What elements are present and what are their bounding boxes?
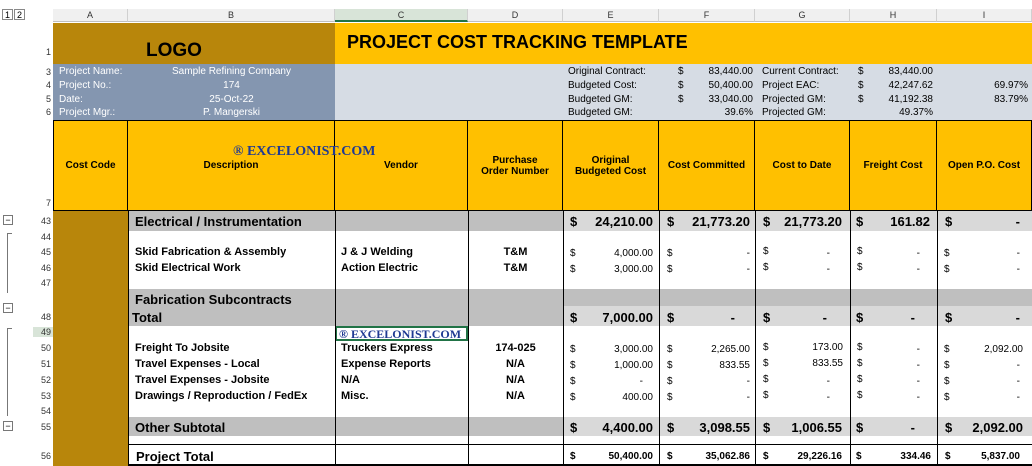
project-name-label: Project Name: [59,66,123,77]
section-label-other: Other Subtotal [135,420,226,435]
item-committed[interactable]: - [746,392,750,403]
header-cost-code: Cost Code [53,121,128,210]
value-currency: $ [856,310,864,325]
item-currency: $ [944,392,950,403]
summary-left-label: Budgeted Cost: [568,80,637,91]
row-number[interactable]: 45 [40,247,51,257]
project-mgr-value[interactable]: P. Mangerski [202,107,261,118]
column-divider [850,210,851,466]
item-open-po[interactable]: - [1016,248,1020,259]
value-currency: $ [856,420,864,435]
value-to-date[interactable]: 21,773.20 [784,214,842,229]
summary-right-label: Projected GM: [762,94,826,105]
header-budget: Original Budgeted Cost [563,121,659,210]
outline-level-2-button[interactable]: 2 [14,9,25,20]
row-number[interactable]: 54 [40,406,51,416]
item-committed[interactable]: - [746,248,750,259]
outline-bracket [7,233,12,293]
item-currency: $ [857,390,863,401]
value-currency: $ [667,420,675,435]
watermark: ® EXCELONIST.COM [233,144,376,159]
item-currency: $ [667,344,673,355]
item-to-date[interactable]: - [826,264,830,275]
header-vendor: Vendor [335,121,468,210]
value-currency: $ [763,451,769,462]
item-vendor[interactable]: Misc. [341,390,369,402]
value-open-po[interactable]: 5,837.00 [981,451,1020,462]
value-currency: $ [667,310,675,325]
summary-left-value[interactable]: 39.6% [724,107,753,118]
item-freight[interactable]: - [916,344,920,355]
value-budget[interactable]: 4,400.00 [602,420,653,435]
value-open-po[interactable]: 2,092.00 [972,420,1023,435]
item-freight[interactable]: - [916,392,920,403]
item-po[interactable]: T&M [503,262,528,274]
value-currency: $ [945,451,951,462]
item-budget[interactable]: 3,000.00 [614,344,653,355]
collapse-group-button[interactable]: − [3,215,13,225]
column-header-A[interactable]: A [53,9,128,22]
item-currency: $ [570,392,576,403]
item-currency: $ [763,246,769,257]
column-header-G[interactable]: G [755,9,850,22]
value-budget[interactable]: 24,210.00 [595,214,653,229]
row-number[interactable]: 1 [45,47,51,57]
item-open-po[interactable]: - [1016,376,1020,387]
item-description[interactable]: Travel Expenses - Jobsite [135,374,270,386]
header-freight: Freight Cost [850,121,937,210]
item-currency: $ [570,360,576,371]
summary-right-extra[interactable]: 69.97% [994,80,1028,91]
row-number[interactable]: 52 [40,375,51,385]
summary-right-value[interactable]: $ 42,247.62 [857,80,933,91]
row-number[interactable]: 49 [33,327,53,337]
date-label: Date: [59,94,83,105]
cost-code-column [53,210,128,466]
item-currency: $ [570,264,576,275]
section-label-fabrication: Fabrication Subcontracts [135,292,292,307]
item-currency: $ [667,392,673,403]
summary-right-label: Current Contract: [762,66,839,77]
item-to-date[interactable]: 173.00 [812,342,843,353]
column-divider [563,210,564,466]
project-mgr-label: Project Mgr.: [59,107,116,118]
item-description[interactable]: Skid Fabrication & Assembly [135,246,287,258]
value-freight[interactable]: - [910,420,915,435]
item-vendor[interactable]: Action Electric [341,262,419,274]
summary-left-label: Original Contract: [568,66,646,77]
header-committed: Cost Committed [659,121,755,210]
item-vendor[interactable]: J & J Welding [341,246,413,258]
value-currency: $ [856,214,864,229]
section-label-project-total: Project Total [136,449,214,464]
item-open-po[interactable]: 2,092.00 [984,344,1023,355]
item-committed[interactable]: 833.55 [719,360,750,371]
item-budget[interactable]: 1,000.00 [614,360,653,371]
value-budget[interactable]: 50,400.00 [608,451,653,462]
header-open-po: Open P.O. Cost [937,121,1032,210]
item-currency: $ [944,264,950,275]
item-description[interactable]: Drawings / Reproduction / FedEx [135,390,308,402]
value-currency: $ [667,451,673,462]
watermark: ® EXCELONIST.COM [339,327,462,341]
item-currency: $ [944,248,950,259]
item-currency: $ [667,264,673,275]
row-number[interactable]: 5 [45,94,51,104]
item-freight[interactable]: - [916,360,920,371]
item-to-date[interactable]: - [826,376,830,387]
item-currency: $ [857,342,863,353]
value-freight[interactable]: - [910,310,915,325]
item-currency: $ [763,262,769,273]
value-to-date[interactable]: 29,226.16 [797,451,842,462]
item-to-date[interactable]: - [826,248,830,259]
item-vendor[interactable]: Expense Reports [341,358,431,370]
item-currency: $ [944,360,950,371]
item-currency: $ [667,248,673,259]
column-divider [937,210,938,466]
header-to-date: Cost to Date [755,121,850,210]
summary-left-label: Budgeted GM: [568,107,633,118]
value-committed[interactable]: 21,773.20 [692,214,750,229]
item-po[interactable]: N/A [506,374,525,386]
header-description: Description [128,121,335,210]
item-description[interactable]: Travel Expenses - Local [135,358,260,370]
value-to-date[interactable]: 1,006.55 [791,420,842,435]
value-freight[interactable]: 334.46 [900,451,931,462]
value-committed[interactable]: 3,098.55 [699,420,750,435]
item-description[interactable]: Skid Electrical Work [135,262,241,274]
item-open-po[interactable]: - [1016,264,1020,275]
value-open-po[interactable]: - [1015,214,1020,229]
summary-left-value[interactable]: $ 83,440.00 [677,66,753,77]
summary-right-label: Projected GM: [762,107,826,118]
column-divider [468,210,469,466]
row-number[interactable]: 46 [40,263,51,273]
collapse-group-button[interactable]: − [3,421,13,431]
value-freight[interactable]: 161.82 [890,214,930,229]
row-number[interactable]: 43 [40,216,51,226]
item-currency: $ [570,344,576,355]
item-budget[interactable]: 3,000.00 [614,264,653,275]
item-committed[interactable]: 2,265.00 [711,344,750,355]
row-number[interactable]: 6 [45,107,51,117]
item-po[interactable]: N/A [506,390,525,402]
outline-level-1-button[interactable]: 1 [2,9,13,20]
value-committed[interactable]: 35,062.86 [705,451,750,462]
item-currency: $ [857,262,863,273]
row-number[interactable]: 3 [45,67,51,77]
item-freight[interactable]: - [916,264,920,275]
column-header-C[interactable]: C [335,9,468,22]
outline-bracket [7,328,12,416]
item-currency: $ [857,246,863,257]
column-header-B[interactable]: B [128,9,335,22]
column-divider [335,210,336,466]
row-number[interactable]: 56 [40,451,51,461]
row-number[interactable]: 44 [40,232,51,242]
summary-left-value[interactable]: $ 33,040.00 [677,94,753,105]
row-number[interactable]: 7 [45,198,51,208]
summary-right-value[interactable]: $ 41,192.38 [857,94,933,105]
item-freight[interactable]: - [916,248,920,259]
value-currency: $ [945,310,953,325]
summary-right-value[interactable]: $ 83,440.00 [857,66,933,77]
item-po[interactable]: 174-025 [495,342,536,354]
header-po-number: Purchase Order Number [468,121,563,210]
item-committed[interactable]: - [746,264,750,275]
item-budget[interactable]: 4,000.00 [614,248,653,259]
column-divider [755,210,756,466]
item-open-po[interactable]: - [1016,392,1020,403]
value-currency: $ [945,214,953,229]
item-currency: $ [667,360,673,371]
item-currency: $ [763,390,769,401]
item-vendor[interactable]: N/A [341,374,360,386]
item-to-date[interactable]: - [826,392,830,403]
section-label-electrical: Electrical / Instrumentation [135,214,302,229]
item-po[interactable]: N/A [506,358,525,370]
row-number[interactable]: 55 [40,422,51,432]
column-header-E[interactable]: E [563,9,659,22]
column-header-H[interactable]: H [850,9,937,22]
item-currency: $ [944,376,950,387]
item-currency: $ [857,358,863,369]
item-description[interactable]: Freight To Jobsite [135,342,230,354]
row-number[interactable]: 50 [40,343,51,353]
row-number[interactable]: 47 [40,278,51,288]
item-currency: $ [763,374,769,385]
value-open-po[interactable]: - [1015,310,1020,325]
section-label-total: Total [132,310,163,325]
value-currency: $ [763,214,771,229]
item-to-date[interactable]: 833.55 [812,358,843,369]
item-currency: $ [944,344,950,355]
item-po[interactable]: T&M [503,246,528,258]
value-to-date[interactable]: - [822,310,827,325]
value-committed[interactable]: - [730,310,735,325]
item-freight[interactable]: - [916,376,920,387]
logo-text: LOGO [146,40,202,61]
item-currency: $ [570,376,576,387]
summary-left-value[interactable]: $ 50,400.00 [677,80,753,91]
value-currency: $ [667,214,675,229]
item-budget[interactable]: - [639,376,643,387]
item-open-po[interactable]: - [1016,360,1020,371]
value-currency: $ [570,214,578,229]
column-header-I[interactable]: I [937,9,1032,22]
column-divider [128,210,129,466]
value-currency: $ [570,451,576,462]
item-committed[interactable]: - [746,376,750,387]
page-title: PROJECT COST TRACKING TEMPLATE [347,32,688,52]
item-currency: $ [667,376,673,387]
summary-right-value[interactable]: 49.37% [899,107,933,118]
column-divider [659,210,660,466]
item-budget[interactable]: 400.00 [622,392,653,403]
row-number[interactable]: 53 [40,391,51,401]
project-no-label: Project No.: [59,80,112,91]
value-currency: $ [945,420,953,435]
summary-right-label: Project EAC: [762,80,820,91]
row-number[interactable]: 51 [40,359,51,369]
item-currency: $ [763,358,769,369]
value-currency: $ [570,420,578,435]
summary-left-label: Budgeted GM: [568,94,633,105]
item-vendor[interactable]: Truckers Express [341,342,433,354]
project-no-value[interactable]: 174 [223,80,240,91]
item-currency: $ [857,374,863,385]
row-number[interactable]: 48 [40,312,51,322]
item-currency: $ [763,342,769,353]
collapse-group-button[interactable]: − [3,303,13,313]
column-header-F[interactable]: F [659,9,755,22]
value-currency: $ [763,420,771,435]
value-currency: $ [570,310,578,325]
project-name-value[interactable]: Sample Refining Company [172,66,291,77]
value-budget[interactable]: 7,000.00 [602,310,653,325]
value-currency: $ [763,310,771,325]
summary-right-extra[interactable]: 83.79% [994,94,1028,105]
date-value[interactable]: 25-Oct-22 [209,94,254,105]
row-number[interactable]: 4 [45,80,51,90]
value-currency: $ [856,451,862,462]
column-header-D[interactable]: D [468,9,563,22]
item-currency: $ [570,248,576,259]
